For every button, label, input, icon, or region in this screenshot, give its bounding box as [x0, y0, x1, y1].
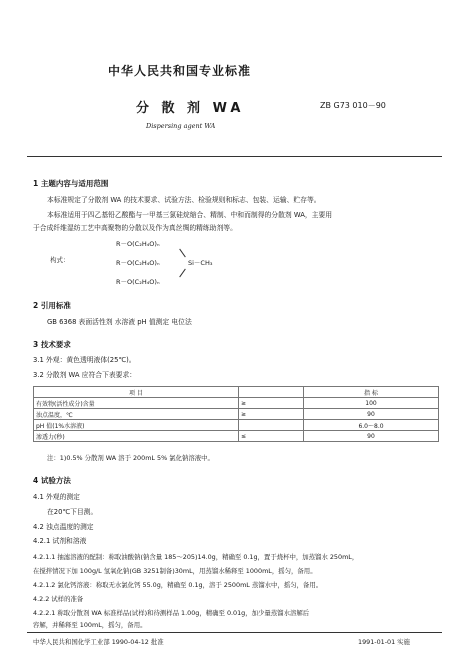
table-cell: ≤: [239, 431, 304, 442]
sec4-2-2-1b: 容解，并稀释至 100mL，摇匀，备用。: [33, 621, 147, 629]
sec1-para-3: 于合成纤维湿纺工艺中高聚物的分散以及作为真丝绸的精练助剂等。: [33, 224, 237, 232]
formula-bond-upper: [179, 249, 186, 258]
sec4-2-1-2: 4.2.1.2 氯化钙溶液：称取无水氯化钙 55.0g，精确至 0.1g，溶于 2500mL 蒸馏水中，摇匀，备用。: [33, 581, 323, 589]
table-header-op: [239, 387, 304, 398]
table-cell: 100: [304, 398, 439, 409]
sec4-2-1: 4.2.1 试剂和溶液: [33, 537, 87, 545]
table-header-row: [34, 387, 439, 398]
formula-label: 构式：: [50, 256, 70, 264]
table-row: [34, 420, 439, 431]
requirements-table: [33, 386, 439, 442]
table-cell: 有效物(活性成分)含量: [34, 398, 239, 409]
table-row: [34, 409, 439, 420]
table-header-value: 指 标: [304, 387, 439, 398]
footer-rule: [27, 632, 442, 633]
approval-line: 中华人民共和国化学工业部 1990-04-12 批准: [33, 638, 164, 646]
table-header-item: 项 目: [34, 387, 239, 398]
table-cell: 90: [304, 431, 439, 442]
sec4-2-2-1a: 4.2.2.1 称取分散剂 WA 标准样品(试样)和待测样品 1.00g，精确至 0.01g，加少量蒸馏水溶解后: [33, 609, 310, 617]
table-cell: [239, 420, 304, 431]
table-row: [34, 431, 439, 442]
formula-bottom: R－O(C₂H₄O)ₙ: [116, 278, 160, 286]
table-cell: 浊点温度，℃: [34, 409, 239, 420]
table-cell: 渗透力(秒): [34, 431, 239, 442]
sec2-text: GB 6368 表面活性剂 水溶液 pH 值测定 电位法: [47, 318, 192, 326]
sec1-para-1: 本标准规定了分散剂 WA 的技术要求、试验方法、检验规则和标志、包装、运输、贮存等。: [47, 196, 321, 204]
implementation-date: 1991-01-01 实施: [358, 638, 410, 646]
standard-code: ZB G73 010－90: [320, 101, 386, 110]
table-cell: pH 值(1%水溶液): [34, 420, 239, 431]
section-4-heading: 4 试验方法: [33, 476, 71, 485]
table-cell: 90: [304, 409, 439, 420]
sec1-para-2: 本标准适用于四乙基铅乙酸酯与一甲基三氯硅烷缩合、精制、中和而制得的分散剂 WA，主要用: [47, 211, 333, 219]
standard-type-heading: 中华人民共和国专业标准: [108, 64, 252, 78]
sec4-1: 4.1 外观的测定: [33, 493, 80, 501]
table-cell: 6.0～8.0: [304, 420, 439, 431]
table-row: [34, 398, 439, 409]
sec4-2-1-1a: 4.2.1.1 抽滤溶液的配制：称取油酸钠(钠含量 185～205)14.0g，精确至 0.1g，置于烧杯中，加蒸馏水 250mL，: [33, 553, 359, 561]
table-cell: ≥: [239, 409, 304, 420]
sec4-2-1-1b: 在搅拌情况下加 100g/L 氢氧化钠(GB 3251制备)30mL，用蒸馏水稀释至 1000mL，摇匀，备用。: [33, 567, 317, 575]
sec4-1a: 在20℃下目测。: [47, 508, 98, 516]
table-cell: ≥: [239, 398, 304, 409]
formula-top: R－O(C₂H₄O)ₙ: [116, 240, 160, 248]
header-rule: [27, 156, 442, 157]
sec3-2: 3.2 分散剂 WA 应符合下表要求：: [33, 371, 137, 379]
document-title: 分 散 剂 WA: [136, 101, 245, 116]
formula-mid-a: R－O(C₂H₄O)ₙ: [116, 259, 160, 267]
sec4-2: 4.2 浊点温度的测定: [33, 523, 94, 531]
section-2-heading: 2 引用标准: [33, 301, 71, 310]
section-3-heading: 3 技术要求: [33, 340, 71, 349]
formula-mid-b: Si－CH₃: [188, 259, 213, 267]
table-note: 注：1)0.5% 分散剂 WA 溶于 200mL 5% 氯化钠溶液中。: [47, 454, 214, 462]
formula-bond-lower: [179, 269, 186, 278]
english-title: Dispersing agent WA: [146, 122, 216, 130]
section-1-heading: 1 主题内容与适用范围: [33, 179, 109, 188]
sec4-2-2: 4.2.2 试样的准备: [33, 595, 84, 603]
sec3-1: 3.1 外观：黄色透明液体(25℃)。: [33, 356, 136, 364]
